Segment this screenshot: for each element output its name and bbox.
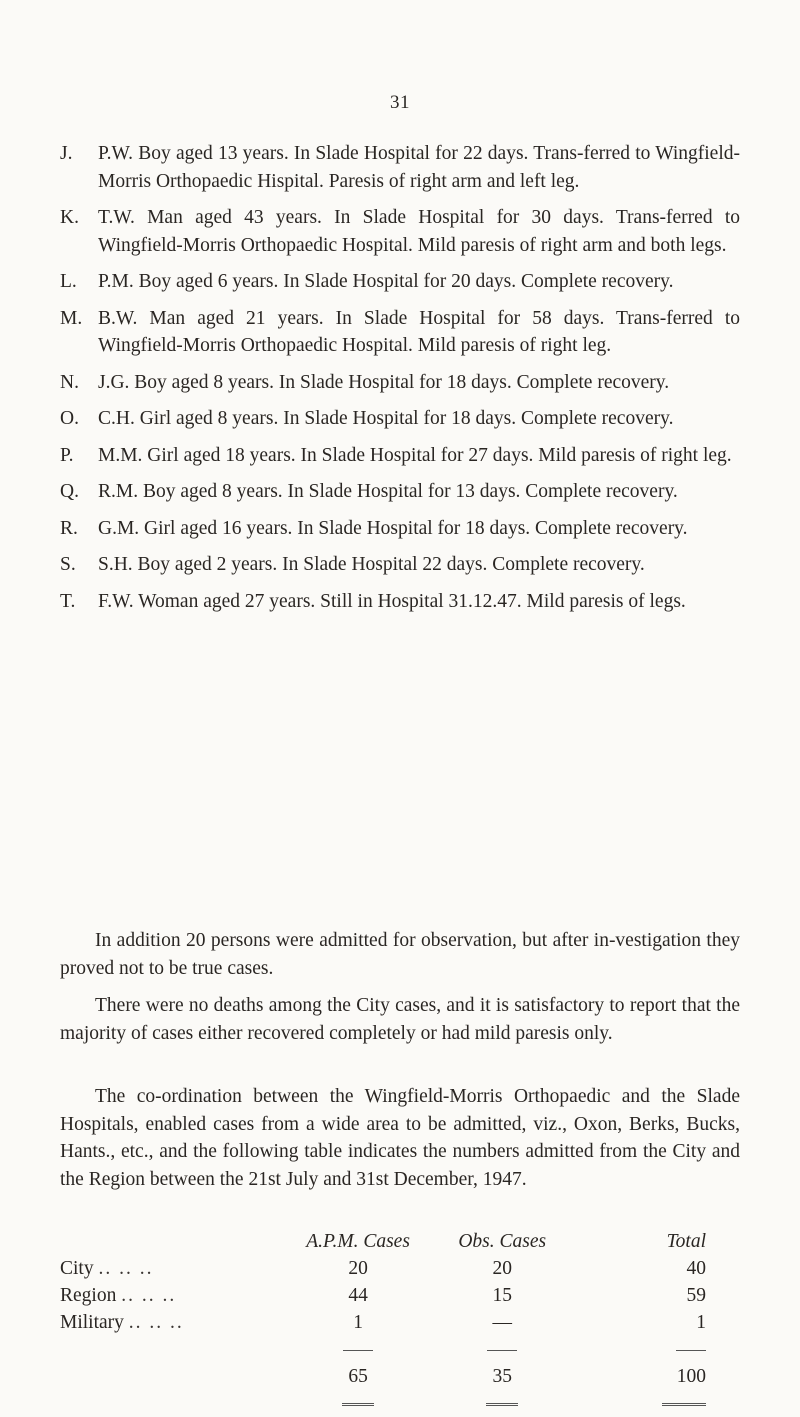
obs-cell: 15 (492, 1284, 512, 1306)
case-entry (60, 140, 740, 195)
case-entry (60, 305, 740, 360)
apm-cell: 44 (348, 1284, 368, 1306)
row-label: Region (60, 1284, 117, 1306)
admissions-table (60, 1228, 710, 1417)
total-cell: 40 (686, 1257, 706, 1279)
sum-rule-row (60, 1336, 710, 1363)
page-number: 31 (390, 92, 410, 113)
table-header-apm: A.P.M. Cases (306, 1230, 410, 1252)
row-label-cell (60, 1255, 298, 1282)
case-letter: K. (60, 207, 79, 228)
double-rule (342, 1403, 374, 1406)
case-letter: S. (60, 554, 76, 575)
case-entry (60, 515, 740, 543)
coordination-paragraph (60, 1083, 740, 1193)
table-header-total: Total (666, 1230, 706, 1252)
double-rule (486, 1403, 518, 1406)
table-header-obs: Obs. Cases (458, 1230, 547, 1252)
case-text: G.M. Girl aged 16 years. In Slade Hospital for 18 days. Complete recovery. (98, 517, 688, 539)
case-letter: P. (60, 444, 74, 466)
table-totals-row (60, 1363, 710, 1390)
sum-rule (487, 1350, 517, 1351)
case-text: P.W. Boy aged 13 years. In Slade Hospital for 22 days. Trans-ferred to Wingfield-Morris Orthopaedic Hispital. Paresis of right arm and left leg. (98, 143, 740, 192)
case-text: S.H. Boy aged 2 years. In Slade Hospital 22 days. Complete recovery. (98, 554, 645, 575)
row-label-cell (60, 1282, 298, 1309)
row-label-cell (60, 1309, 298, 1336)
table-header-empty (60, 1228, 298, 1255)
table-row (60, 1255, 710, 1282)
case-text: F.W. Woman aged 27 years. Still in Hospital 31.12.47. Mild paresis of legs. (98, 590, 686, 612)
row-label: City (60, 1257, 94, 1279)
deaths-paragraph (60, 992, 740, 1047)
case-letter: O. (60, 408, 79, 429)
case-entry (60, 204, 740, 259)
table-row (60, 1309, 710, 1336)
case-letter: N. (60, 371, 79, 393)
case-text: P.M. Boy aged 6 years. In Slade Hospital for 20 days. Complete recovery. (98, 271, 674, 292)
case-list (60, 140, 740, 624)
observation-paragraph (60, 927, 740, 982)
apm-total-cell: 65 (348, 1365, 368, 1387)
table-row (60, 1282, 710, 1309)
case-entry (60, 369, 740, 397)
case-letter: R. (60, 517, 78, 539)
apm-cell: 20 (348, 1257, 368, 1279)
case-entry (60, 405, 740, 433)
leader-dots: .. .. .. (98, 1257, 154, 1279)
case-letter: L. (60, 271, 77, 292)
grand-total-cell: 100 (676, 1365, 706, 1387)
row-label: Military (60, 1311, 124, 1333)
case-letter: M. (60, 307, 83, 329)
apm-cell: 1 (353, 1311, 363, 1333)
total-cell: 1 (696, 1311, 706, 1333)
obs-cell: — (492, 1311, 512, 1333)
obs-cell: 20 (492, 1257, 512, 1279)
case-letter: J. (60, 143, 73, 164)
leader-dots: .. .. .. (128, 1311, 184, 1333)
sum-rule (343, 1350, 373, 1351)
double-rule (662, 1403, 706, 1406)
case-entry (60, 478, 740, 506)
case-entry (60, 588, 740, 616)
case-entry (60, 442, 740, 470)
case-entry (60, 268, 740, 296)
case-text: R.M. Boy aged 8 years. In Slade Hospital for 13 days. Complete recovery. (98, 481, 678, 502)
table-header-row (60, 1228, 710, 1255)
case-letter: Q. (60, 481, 79, 502)
case-text: J.G. Boy aged 8 years. In Slade Hospital for 18 days. Complete recovery. (98, 371, 670, 393)
double-rule-row (60, 1390, 710, 1417)
paragraph-text: The co-ordination between the Wingfield-Morris Orthopaedic and the Slade Hospitals, enabled cases from a wide area to be admitted, viz., Oxon, Berks, Bucks, Hants., etc., and the following table indicates the numbers admitted from the City and the Region between the 21st July and 31st December, 1947. (60, 1086, 740, 1190)
total-cell: 59 (686, 1284, 706, 1306)
paragraph-text: In addition 20 persons were admitted for observation, but after in-vestigation they proved not to be true cases. (60, 930, 740, 979)
paragraph-text: There were no deaths among the City cases, and it is satisfactory to report that the majority of cases either recovered completely or had mild paresis only. (60, 995, 740, 1044)
obs-total-cell: 35 (492, 1365, 512, 1387)
sum-rule (676, 1350, 706, 1351)
case-text: B.W. Man aged 21 years. In Slade Hospital for 58 days. Trans-ferred to Wingfield-Morris Orthopaedic Hospital. Mild paresis of right leg. (98, 307, 740, 356)
case-text: T.W. Man aged 43 years. In Slade Hospital for 30 days. Trans-ferred to Wingfield-Morris Orthopaedic Hospital. Mild paresis of right arm and both legs. (98, 207, 740, 256)
case-text: C.H. Girl aged 8 years. In Slade Hospital for 18 days. Complete recovery. (98, 408, 674, 429)
case-text: M.M. Girl aged 18 years. In Slade Hospital for 27 days. Mild paresis of right leg. (98, 444, 732, 466)
case-entry (60, 551, 740, 579)
leader-dots: .. .. .. (121, 1284, 177, 1306)
case-letter: T. (60, 590, 76, 612)
